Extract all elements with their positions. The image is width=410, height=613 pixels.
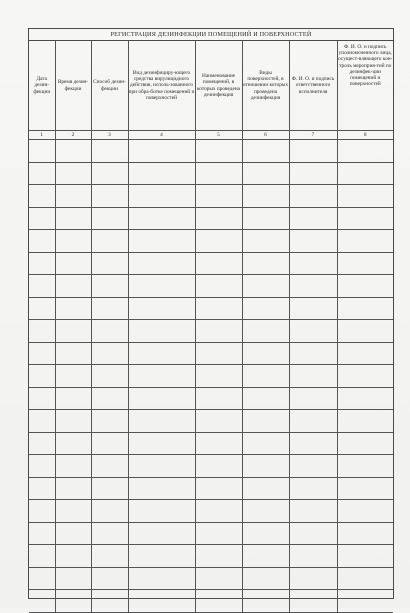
table-row [29, 365, 393, 388]
empty-cell [29, 500, 55, 523]
empty-cell [289, 140, 337, 163]
empty-cell [289, 410, 337, 433]
empty-cell [195, 545, 242, 568]
empty-cell [337, 477, 393, 500]
empty-cell [128, 162, 195, 185]
column-header-controller: Ф. И. О. и подпись уполномоченного лица, осущест-вляющего кон-троль мероприя-тий по дезинфек-ции помещений и поверхностей [337, 41, 393, 131]
column-header-executor: Ф. И. О. и подпись ответственного исполнителя [289, 41, 337, 131]
empty-cell [289, 252, 337, 275]
column-number: 2 [55, 131, 91, 140]
disinfection-register-table [28, 28, 394, 599]
empty-cell [195, 342, 242, 365]
empty-cell [128, 410, 195, 433]
column-header-surfaces: Виды поверхностей, в отношении которых проведена дезинфекция [242, 41, 289, 131]
empty-cell [242, 365, 289, 388]
column-number: 7 [289, 131, 337, 140]
empty-cell [195, 207, 242, 230]
empty-cell [289, 185, 337, 208]
empty-cell [289, 567, 337, 590]
empty-cell [195, 410, 242, 433]
empty-cell [289, 590, 337, 613]
table-row [29, 432, 393, 455]
empty-cell [55, 477, 91, 500]
empty-cell [55, 185, 91, 208]
empty-cell [337, 320, 393, 343]
empty-cell [289, 162, 337, 185]
empty-cell [242, 185, 289, 208]
empty-cell [91, 522, 128, 545]
empty-cell [91, 297, 128, 320]
empty-cell [128, 230, 195, 253]
empty-cell [29, 387, 55, 410]
empty-cell [195, 432, 242, 455]
empty-cell [55, 320, 91, 343]
empty-cell [337, 342, 393, 365]
empty-cell [337, 162, 393, 185]
table-row [29, 275, 393, 298]
empty-cell [55, 500, 91, 523]
empty-cell [195, 297, 242, 320]
table-body [29, 140, 393, 613]
empty-cell [55, 297, 91, 320]
empty-cell [195, 252, 242, 275]
empty-cell [91, 230, 128, 253]
empty-cell [55, 522, 91, 545]
empty-cell [289, 320, 337, 343]
empty-cell [195, 567, 242, 590]
empty-cell [29, 320, 55, 343]
table-row [29, 252, 393, 275]
empty-cell [289, 230, 337, 253]
table-title: РЕГИСТРАЦИЯ ДЕЗИНФЕКЦИИ ПОМЕЩЕНИЙ И ПОВЕРХНОСТЕЙ [29, 29, 393, 41]
empty-cell [242, 432, 289, 455]
empty-cell [242, 207, 289, 230]
table-row [29, 567, 393, 590]
empty-cell [29, 275, 55, 298]
table-row [29, 522, 393, 545]
empty-cell [91, 455, 128, 478]
table-row [29, 387, 393, 410]
empty-cell [195, 477, 242, 500]
empty-cell [337, 230, 393, 253]
empty-cell [91, 387, 128, 410]
empty-cell [242, 545, 289, 568]
empty-cell [195, 387, 242, 410]
empty-cell [242, 275, 289, 298]
empty-cell [195, 455, 242, 478]
empty-cell [29, 455, 55, 478]
empty-cell [289, 297, 337, 320]
empty-cell [337, 140, 393, 163]
empty-cell [242, 410, 289, 433]
empty-cell [195, 320, 242, 343]
column-header-date: Дата дезин-фекции [29, 41, 55, 131]
header-row [29, 41, 393, 131]
empty-cell [242, 342, 289, 365]
empty-cell [195, 185, 242, 208]
empty-cell [128, 365, 195, 388]
column-header-agent: Вид дезинфициру-ющего средства вирулицидного действия, исполь-зованного при обра-ботке помещений и поверхностей [128, 41, 195, 131]
empty-cell [337, 185, 393, 208]
column-number: 4 [128, 131, 195, 140]
column-number: 6 [242, 131, 289, 140]
empty-cell [91, 252, 128, 275]
table-row [29, 590, 393, 613]
empty-cell [91, 432, 128, 455]
empty-cell [242, 297, 289, 320]
table-row [29, 230, 393, 253]
empty-cell [337, 455, 393, 478]
empty-cell [55, 140, 91, 163]
empty-cell [55, 365, 91, 388]
table-row [29, 320, 393, 343]
empty-cell [128, 545, 195, 568]
empty-cell [128, 455, 195, 478]
empty-cell [289, 522, 337, 545]
empty-cell [337, 410, 393, 433]
empty-cell [128, 207, 195, 230]
table-row [29, 410, 393, 433]
empty-cell [128, 590, 195, 613]
empty-cell [128, 432, 195, 455]
empty-cell [55, 162, 91, 185]
empty-cell [128, 297, 195, 320]
empty-cell [91, 500, 128, 523]
empty-cell [289, 432, 337, 455]
empty-cell [337, 500, 393, 523]
empty-cell [195, 275, 242, 298]
empty-cell [55, 230, 91, 253]
empty-cell [337, 567, 393, 590]
table-row [29, 500, 393, 523]
empty-cell [55, 387, 91, 410]
empty-cell [91, 140, 128, 163]
empty-cell [242, 252, 289, 275]
empty-cell [242, 590, 289, 613]
empty-cell [29, 477, 55, 500]
empty-cell [55, 342, 91, 365]
column-number: 1 [29, 131, 55, 140]
empty-cell [29, 567, 55, 590]
empty-cell [289, 500, 337, 523]
empty-cell [128, 567, 195, 590]
empty-cell [128, 387, 195, 410]
empty-cell [195, 500, 242, 523]
empty-cell [29, 522, 55, 545]
empty-cell [242, 477, 289, 500]
table-row [29, 207, 393, 230]
empty-cell [128, 140, 195, 163]
empty-cell [29, 590, 55, 613]
empty-cell [242, 522, 289, 545]
empty-cell [195, 230, 242, 253]
empty-cell [128, 477, 195, 500]
empty-cell [91, 207, 128, 230]
empty-cell [128, 252, 195, 275]
empty-cell [337, 590, 393, 613]
empty-cell [242, 140, 289, 163]
empty-cell [29, 342, 55, 365]
empty-cell [128, 500, 195, 523]
empty-cell [289, 207, 337, 230]
empty-cell [337, 387, 393, 410]
empty-cell [29, 140, 55, 163]
empty-cell [242, 500, 289, 523]
empty-cell [55, 567, 91, 590]
empty-cell [91, 162, 128, 185]
empty-cell [289, 387, 337, 410]
empty-cell [195, 365, 242, 388]
empty-cell [29, 365, 55, 388]
column-number: 3 [91, 131, 128, 140]
empty-cell [128, 522, 195, 545]
table-row [29, 545, 393, 568]
empty-cell [289, 545, 337, 568]
empty-cell [242, 387, 289, 410]
empty-cell [242, 567, 289, 590]
empty-cell [29, 162, 55, 185]
empty-cell [91, 590, 128, 613]
empty-cell [242, 320, 289, 343]
empty-cell [289, 365, 337, 388]
empty-cell [55, 252, 91, 275]
empty-cell [55, 275, 91, 298]
empty-cell [29, 230, 55, 253]
column-header-rooms: Наименование помещений, в которых проведена дезинфекция [195, 41, 242, 131]
table-row [29, 162, 393, 185]
empty-cell [55, 410, 91, 433]
empty-cell [337, 365, 393, 388]
empty-cell [55, 207, 91, 230]
empty-cell [337, 207, 393, 230]
empty-cell [337, 252, 393, 275]
empty-cell [55, 455, 91, 478]
empty-cell [242, 162, 289, 185]
empty-cell [289, 477, 337, 500]
column-header-time: Время дезин-фекции [55, 41, 91, 131]
table-row [29, 297, 393, 320]
column-number: 8 [337, 131, 393, 140]
empty-cell [55, 590, 91, 613]
empty-cell [195, 162, 242, 185]
empty-cell [29, 207, 55, 230]
empty-cell [128, 320, 195, 343]
column-header-method: Способ дезин-фекции [91, 41, 128, 131]
empty-cell [91, 567, 128, 590]
column-number-row [29, 131, 393, 140]
empty-cell [128, 185, 195, 208]
empty-cell [337, 522, 393, 545]
table-row [29, 455, 393, 478]
empty-cell [29, 432, 55, 455]
empty-cell [289, 342, 337, 365]
empty-cell [91, 410, 128, 433]
table-row [29, 140, 393, 163]
empty-cell [195, 590, 242, 613]
empty-cell [242, 455, 289, 478]
empty-cell [55, 545, 91, 568]
empty-cell [289, 275, 337, 298]
empty-cell [29, 297, 55, 320]
empty-cell [29, 410, 55, 433]
empty-cell [91, 342, 128, 365]
empty-cell [337, 297, 393, 320]
register-grid [29, 41, 393, 613]
empty-cell [91, 185, 128, 208]
empty-cell [91, 275, 128, 298]
empty-cell [91, 545, 128, 568]
empty-cell [337, 432, 393, 455]
empty-cell [91, 320, 128, 343]
empty-cell [128, 342, 195, 365]
empty-cell [289, 455, 337, 478]
table-row [29, 342, 393, 365]
table-row [29, 477, 393, 500]
table-row [29, 185, 393, 208]
empty-cell [195, 522, 242, 545]
empty-cell [128, 275, 195, 298]
column-number: 5 [195, 131, 242, 140]
empty-cell [55, 432, 91, 455]
empty-cell [29, 252, 55, 275]
empty-cell [195, 140, 242, 163]
empty-cell [242, 230, 289, 253]
empty-cell [337, 545, 393, 568]
empty-cell [29, 185, 55, 208]
empty-cell [91, 477, 128, 500]
empty-cell [91, 365, 128, 388]
empty-cell [29, 545, 55, 568]
empty-cell [337, 275, 393, 298]
